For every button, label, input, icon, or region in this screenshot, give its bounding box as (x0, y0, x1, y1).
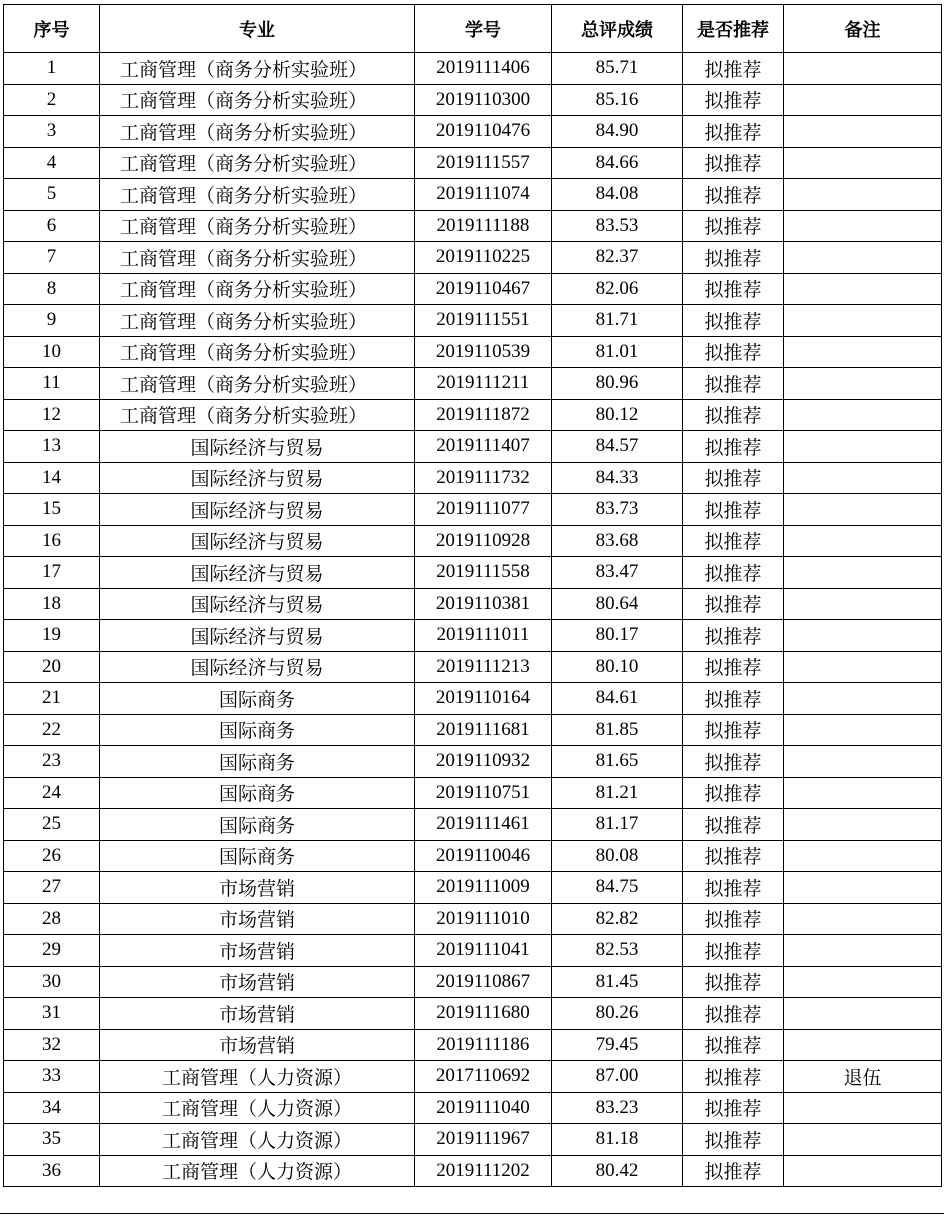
cell-score: 80.12 (552, 399, 683, 431)
cell-major: 工商管理（商务分析实验班） (100, 399, 415, 431)
cell-student-id: 2019111732 (415, 462, 552, 494)
header-score: 总评成绩 (552, 5, 683, 53)
cell-major: 国际经济与贸易 (100, 525, 415, 557)
table-row (4, 683, 942, 715)
table-row (4, 809, 942, 841)
cell-student-id: 2019110867 (415, 966, 552, 998)
cell-major: 国际经济与贸易 (100, 494, 415, 526)
cell-score: 83.47 (552, 557, 683, 589)
cell-seq: 1 (4, 53, 100, 85)
cell-recommend: 拟推荐 (683, 872, 784, 904)
table-row (4, 242, 942, 274)
cell-major: 市场营销 (100, 872, 415, 904)
table-row (4, 557, 942, 589)
cell-recommend: 拟推荐 (683, 935, 784, 967)
cell-score: 81.01 (552, 336, 683, 368)
cell-score: 84.61 (552, 683, 683, 715)
cell-student-id: 2019110164 (415, 683, 552, 715)
cell-student-id: 2019110928 (415, 525, 552, 557)
cell-major: 工商管理（商务分析实验班） (100, 147, 415, 179)
cell-remark: 退伍 (784, 1061, 942, 1093)
cell-major: 市场营销 (100, 966, 415, 998)
header-student-id: 学号 (415, 5, 552, 53)
cell-major: 国际商务 (100, 714, 415, 746)
table-row (4, 53, 942, 85)
cell-student-id: 2019110751 (415, 777, 552, 809)
cell-seq: 30 (4, 966, 100, 998)
cell-seq: 7 (4, 242, 100, 274)
cell-major: 工商管理（商务分析实验班） (100, 368, 415, 400)
cell-major: 工商管理（商务分析实验班） (100, 53, 415, 85)
cell-seq: 22 (4, 714, 100, 746)
cell-seq: 10 (4, 336, 100, 368)
cell-remark (784, 620, 942, 652)
cell-student-id: 2019110932 (415, 746, 552, 778)
cell-remark (784, 746, 942, 778)
cell-remark (784, 273, 942, 305)
cell-recommend: 拟推荐 (683, 746, 784, 778)
cell-recommend: 拟推荐 (683, 525, 784, 557)
table-row (4, 998, 942, 1030)
cell-score: 80.26 (552, 998, 683, 1030)
cell-recommend: 拟推荐 (683, 210, 784, 242)
table-row (4, 588, 942, 620)
cell-remark (784, 714, 942, 746)
cell-recommend: 拟推荐 (683, 903, 784, 935)
cell-score: 80.64 (552, 588, 683, 620)
cell-major: 工商管理（人力资源） (100, 1155, 415, 1187)
cell-major: 国际经济与贸易 (100, 431, 415, 463)
cell-major: 工商管理（人力资源） (100, 1124, 415, 1156)
cell-score: 84.33 (552, 462, 683, 494)
cell-remark (784, 1029, 942, 1061)
table-row (4, 147, 942, 179)
cell-student-id: 2019111041 (415, 935, 552, 967)
cell-recommend: 拟推荐 (683, 399, 784, 431)
cell-remark (784, 651, 942, 683)
cell-recommend: 拟推荐 (683, 1124, 784, 1156)
cell-student-id: 2019110467 (415, 273, 552, 305)
cell-student-id: 2019111407 (415, 431, 552, 463)
cell-student-id: 2019111557 (415, 147, 552, 179)
cell-student-id: 2019111558 (415, 557, 552, 589)
cell-seq: 35 (4, 1124, 100, 1156)
table-row (4, 1092, 942, 1124)
cell-major: 国际经济与贸易 (100, 588, 415, 620)
cell-student-id: 2019111077 (415, 494, 552, 526)
cell-score: 81.45 (552, 966, 683, 998)
cell-score: 81.65 (552, 746, 683, 778)
cell-major: 国际商务 (100, 683, 415, 715)
table-row (4, 84, 942, 116)
table-row (4, 494, 942, 526)
cell-seq: 2 (4, 84, 100, 116)
cell-major: 工商管理（商务分析实验班） (100, 210, 415, 242)
cell-score: 79.45 (552, 1029, 683, 1061)
header-recommend: 是否推荐 (683, 5, 784, 53)
cell-score: 82.82 (552, 903, 683, 935)
table-row (4, 1029, 942, 1061)
cell-recommend: 拟推荐 (683, 1061, 784, 1093)
cell-recommend: 拟推荐 (683, 966, 784, 998)
cell-recommend: 拟推荐 (683, 431, 784, 463)
cell-remark (784, 53, 942, 85)
cell-major: 工商管理（商务分析实验班） (100, 116, 415, 148)
cell-recommend: 拟推荐 (683, 714, 784, 746)
cell-recommend: 拟推荐 (683, 809, 784, 841)
cell-recommend: 拟推荐 (683, 620, 784, 652)
cell-score: 84.66 (552, 147, 683, 179)
table-row (4, 777, 942, 809)
recommendation-table (3, 4, 942, 1187)
table-row (4, 525, 942, 557)
cell-seq: 13 (4, 431, 100, 463)
cell-remark (784, 305, 942, 337)
cell-seq: 29 (4, 935, 100, 967)
cell-seq: 21 (4, 683, 100, 715)
table-row (4, 431, 942, 463)
cell-recommend: 拟推荐 (683, 336, 784, 368)
cell-remark (784, 935, 942, 967)
cell-major: 国际经济与贸易 (100, 620, 415, 652)
table-row (4, 273, 942, 305)
cell-major: 国际经济与贸易 (100, 462, 415, 494)
cell-seq: 26 (4, 840, 100, 872)
cell-major: 国际商务 (100, 777, 415, 809)
cell-student-id: 2019111010 (415, 903, 552, 935)
header-row (4, 5, 942, 53)
cell-major: 国际商务 (100, 746, 415, 778)
cell-score: 84.08 (552, 179, 683, 211)
table-row (4, 210, 942, 242)
cell-student-id: 2019111074 (415, 179, 552, 211)
table-row (4, 620, 942, 652)
cell-major: 工商管理（人力资源） (100, 1061, 415, 1093)
cell-score: 83.68 (552, 525, 683, 557)
cell-student-id: 2019110476 (415, 116, 552, 148)
cell-score: 83.73 (552, 494, 683, 526)
cell-score: 80.08 (552, 840, 683, 872)
cell-seq: 33 (4, 1061, 100, 1093)
cell-recommend: 拟推荐 (683, 777, 784, 809)
table-row (4, 1155, 942, 1187)
cell-score: 82.37 (552, 242, 683, 274)
cell-seq: 12 (4, 399, 100, 431)
cell-student-id: 2017110692 (415, 1061, 552, 1093)
cell-seq: 3 (4, 116, 100, 148)
cell-remark (784, 84, 942, 116)
cell-seq: 20 (4, 651, 100, 683)
cell-seq: 18 (4, 588, 100, 620)
cell-seq: 34 (4, 1092, 100, 1124)
cell-remark (784, 1124, 942, 1156)
cell-remark (784, 242, 942, 274)
cell-major: 国际商务 (100, 809, 415, 841)
cell-score: 81.17 (552, 809, 683, 841)
cell-major: 国际商务 (100, 840, 415, 872)
cell-remark (784, 368, 942, 400)
table-row (4, 746, 942, 778)
cell-student-id: 2019111040 (415, 1092, 552, 1124)
cell-seq: 27 (4, 872, 100, 904)
cell-major: 市场营销 (100, 998, 415, 1030)
cell-seq: 31 (4, 998, 100, 1030)
cell-score: 83.53 (552, 210, 683, 242)
cell-student-id: 2019111872 (415, 399, 552, 431)
cell-remark (784, 399, 942, 431)
table-row (4, 336, 942, 368)
table-row (4, 935, 942, 967)
cell-score: 81.21 (552, 777, 683, 809)
table-row (4, 1124, 942, 1156)
cell-student-id: 2019110225 (415, 242, 552, 274)
table-row (4, 714, 942, 746)
cell-remark (784, 1155, 942, 1187)
cell-recommend: 拟推荐 (683, 84, 784, 116)
cell-student-id: 2019111188 (415, 210, 552, 242)
cell-student-id: 2019111406 (415, 53, 552, 85)
cell-remark (784, 998, 942, 1030)
cell-seq: 15 (4, 494, 100, 526)
cell-major: 市场营销 (100, 1029, 415, 1061)
cell-remark (784, 179, 942, 211)
cell-major: 工商管理（商务分析实验班） (100, 305, 415, 337)
cell-seq: 24 (4, 777, 100, 809)
cell-remark (784, 494, 942, 526)
cell-score: 87.00 (552, 1061, 683, 1093)
cell-recommend: 拟推荐 (683, 147, 784, 179)
cell-major: 工商管理（商务分析实验班） (100, 179, 415, 211)
cell-recommend: 拟推荐 (683, 179, 784, 211)
table-row (4, 1061, 942, 1093)
cell-score: 85.16 (552, 84, 683, 116)
cell-student-id: 2019110539 (415, 336, 552, 368)
cell-score: 81.71 (552, 305, 683, 337)
cell-score: 84.75 (552, 872, 683, 904)
cell-seq: 6 (4, 210, 100, 242)
cell-remark (784, 210, 942, 242)
cell-seq: 19 (4, 620, 100, 652)
header-major: 专业 (100, 5, 415, 53)
cell-major: 市场营销 (100, 903, 415, 935)
cell-student-id: 2019110046 (415, 840, 552, 872)
cell-student-id: 2019110300 (415, 84, 552, 116)
cell-score: 84.57 (552, 431, 683, 463)
cell-remark (784, 525, 942, 557)
cell-remark (784, 431, 942, 463)
cell-major: 工商管理（商务分析实验班） (100, 242, 415, 274)
cell-seq: 16 (4, 525, 100, 557)
cell-score: 81.18 (552, 1124, 683, 1156)
cell-score: 84.90 (552, 116, 683, 148)
cell-seq: 32 (4, 1029, 100, 1061)
cell-recommend: 拟推荐 (683, 557, 784, 589)
cell-score: 83.23 (552, 1092, 683, 1124)
cell-recommend: 拟推荐 (683, 116, 784, 148)
cell-remark (784, 147, 942, 179)
cell-student-id: 2019111186 (415, 1029, 552, 1061)
cell-recommend: 拟推荐 (683, 305, 784, 337)
cell-major: 工商管理（人力资源） (100, 1092, 415, 1124)
cell-seq: 8 (4, 273, 100, 305)
cell-seq: 11 (4, 368, 100, 400)
cell-recommend: 拟推荐 (683, 462, 784, 494)
cell-recommend: 拟推荐 (683, 651, 784, 683)
cell-remark (784, 336, 942, 368)
cell-seq: 28 (4, 903, 100, 935)
cell-seq: 23 (4, 746, 100, 778)
cell-remark (784, 683, 942, 715)
cell-score: 80.96 (552, 368, 683, 400)
table-row (4, 903, 942, 935)
cell-student-id: 2019111011 (415, 620, 552, 652)
cell-student-id: 2019111009 (415, 872, 552, 904)
cell-recommend: 拟推荐 (683, 1029, 784, 1061)
cell-remark (784, 462, 942, 494)
cell-remark (784, 1092, 942, 1124)
cell-seq: 14 (4, 462, 100, 494)
table-row (4, 305, 942, 337)
cell-recommend: 拟推荐 (683, 494, 784, 526)
cell-student-id: 2019111213 (415, 651, 552, 683)
cell-student-id: 2019111202 (415, 1155, 552, 1187)
cell-recommend: 拟推荐 (683, 53, 784, 85)
cell-recommend: 拟推荐 (683, 1092, 784, 1124)
table-row (4, 840, 942, 872)
cell-remark (784, 903, 942, 935)
cell-major: 国际经济与贸易 (100, 557, 415, 589)
cell-recommend: 拟推荐 (683, 1155, 784, 1187)
table-row (4, 872, 942, 904)
table-row (4, 462, 942, 494)
cell-score: 80.42 (552, 1155, 683, 1187)
cell-student-id: 2019111551 (415, 305, 552, 337)
cell-remark (784, 588, 942, 620)
table-row (4, 651, 942, 683)
cell-recommend: 拟推荐 (683, 368, 784, 400)
cell-seq: 17 (4, 557, 100, 589)
cell-major: 工商管理（商务分析实验班） (100, 273, 415, 305)
cell-remark (784, 116, 942, 148)
cell-student-id: 2019111461 (415, 809, 552, 841)
cell-major: 国际经济与贸易 (100, 651, 415, 683)
cell-remark (784, 557, 942, 589)
cell-seq: 5 (4, 179, 100, 211)
cell-student-id: 2019111967 (415, 1124, 552, 1156)
cell-score: 82.06 (552, 273, 683, 305)
cell-remark (784, 872, 942, 904)
cell-score: 80.10 (552, 651, 683, 683)
cell-recommend: 拟推荐 (683, 273, 784, 305)
cell-major: 工商管理（商务分析实验班） (100, 84, 415, 116)
cell-recommend: 拟推荐 (683, 242, 784, 274)
cell-recommend: 拟推荐 (683, 840, 784, 872)
cell-remark (784, 840, 942, 872)
cell-remark (784, 966, 942, 998)
cell-score: 85.71 (552, 53, 683, 85)
table-row (4, 368, 942, 400)
table-row (4, 116, 942, 148)
cell-seq: 9 (4, 305, 100, 337)
cell-major: 市场营销 (100, 935, 415, 967)
cell-student-id: 2019110381 (415, 588, 552, 620)
cell-recommend: 拟推荐 (683, 588, 784, 620)
cell-recommend: 拟推荐 (683, 683, 784, 715)
cell-recommend: 拟推荐 (683, 998, 784, 1030)
cell-remark (784, 809, 942, 841)
cell-score: 81.85 (552, 714, 683, 746)
table-row (4, 966, 942, 998)
cell-student-id: 2019111211 (415, 368, 552, 400)
header-seq: 序号 (4, 5, 100, 53)
cell-score: 80.17 (552, 620, 683, 652)
cell-score: 82.53 (552, 935, 683, 967)
table-body (4, 53, 942, 1187)
page-bottom-border (0, 1213, 944, 1214)
cell-seq: 4 (4, 147, 100, 179)
cell-student-id: 2019111680 (415, 998, 552, 1030)
cell-seq: 36 (4, 1155, 100, 1187)
table-row (4, 399, 942, 431)
cell-seq: 25 (4, 809, 100, 841)
cell-student-id: 2019111681 (415, 714, 552, 746)
cell-major: 工商管理（商务分析实验班） (100, 336, 415, 368)
cell-remark (784, 777, 942, 809)
header-remark: 备注 (784, 5, 942, 53)
table-row (4, 179, 942, 211)
